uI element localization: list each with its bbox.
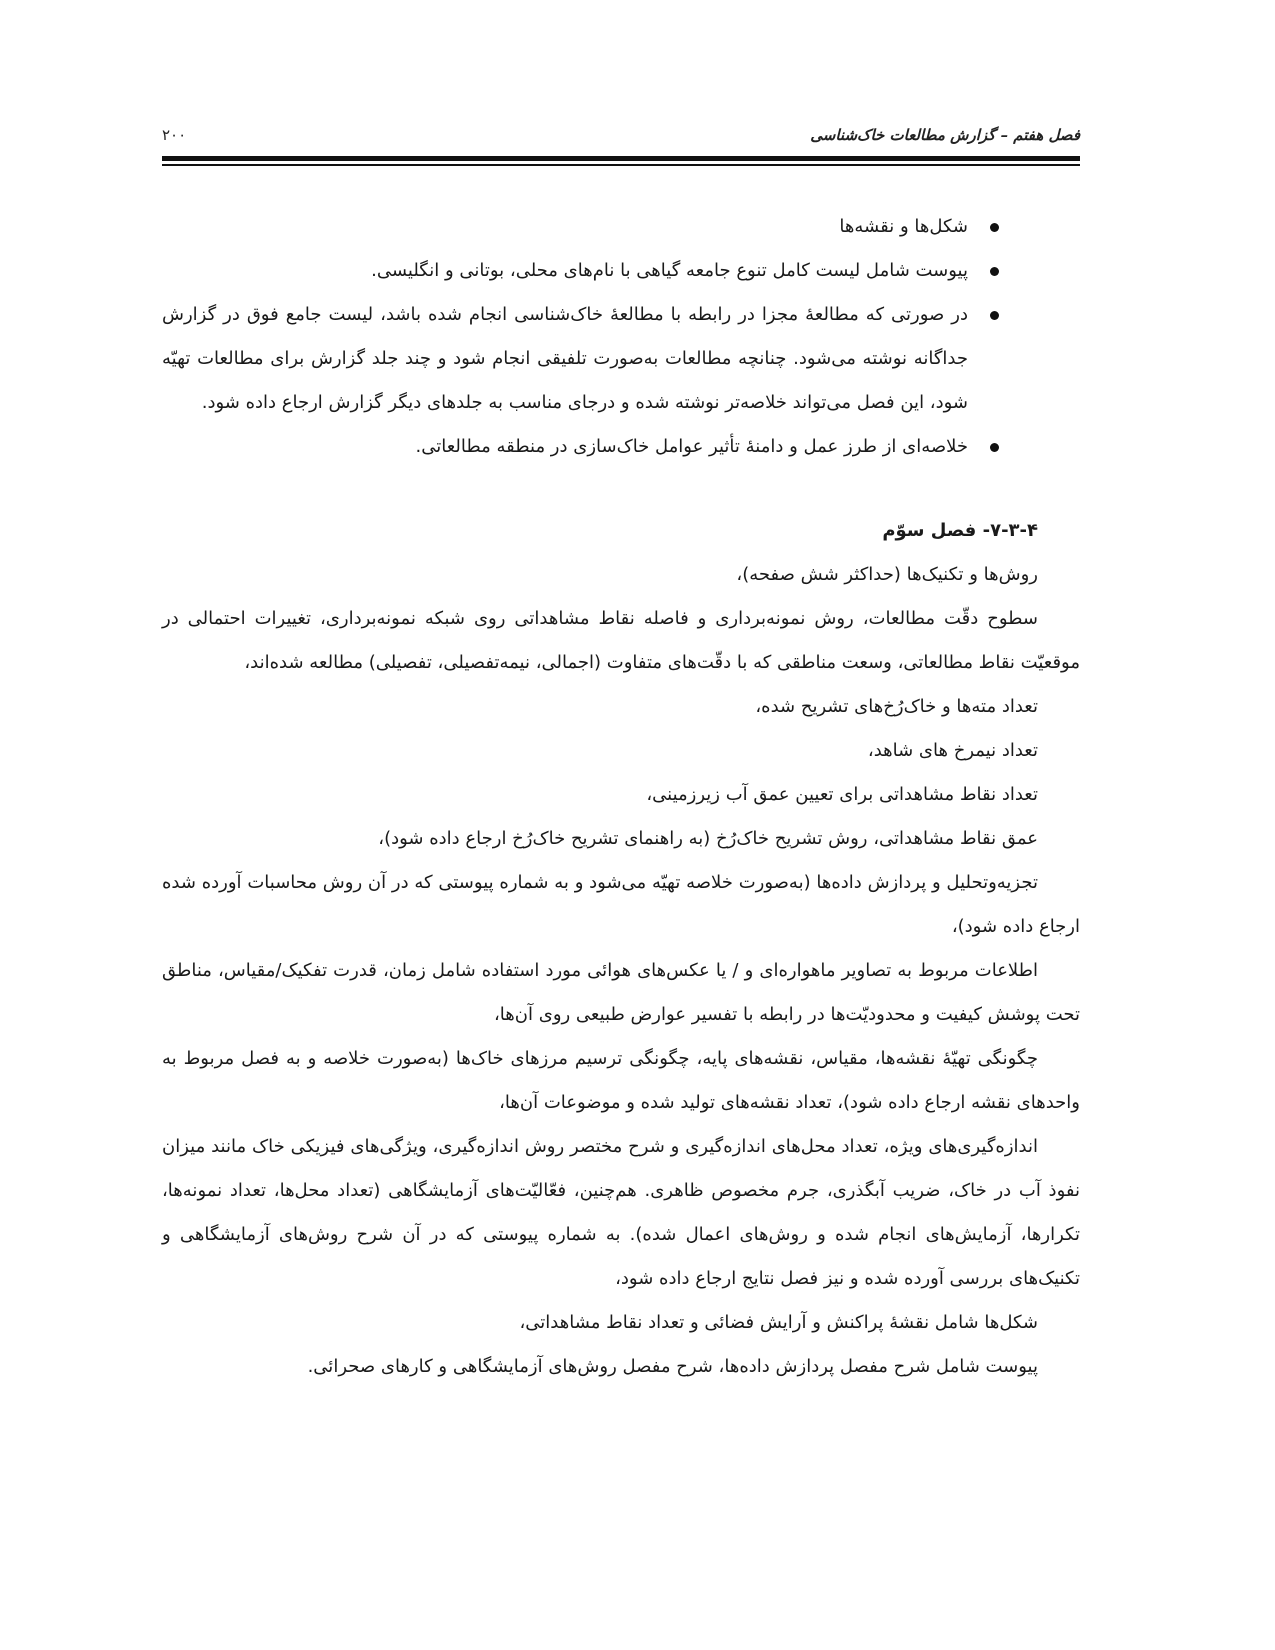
bullet-text: شکل‌ها و نقشه‌ها (839, 216, 968, 237)
header-rule-thick (162, 156, 1080, 161)
page-header (162, 122, 1080, 150)
paragraph: عمق نقاط مشاهداتی، روش تشریح خاک‌رُخ (به راهنمای تشریح خاک‌رُخ ارجاع داده شود)، (378, 828, 1038, 849)
bullet-text: خلاصه‌ای از طرز عمل و دامنهٔ تأثیر عوامل خاک‌سازی در منطقه مطالعاتی. (415, 436, 968, 457)
paragraph: تعداد نقاط مشاهداتی برای تعیین عمق آب زیرزمینی، (646, 784, 1038, 805)
bullet-text: در صورتی که مطالعهٔ مجزا در رابطه با مطالعهٔ خاک‌شناسی انجام شده باشد، لیست جامع فوق در گزارش جداگانه نوشته می‌شود. چنانچه مطالعات به‌صورت تلفیقی انجام شود و چند جلد گزارش برای مطالعات تهیّه شود، این فصل می‌تواند خلاصه‌تر نوشته شده و درجای مناسب به جلدهای دیگر گزارش ارجاع داده شود. (162, 304, 968, 413)
paragraph: پیوست شامل شرح مفصل پردازش داده‌ها، شرح مفصل روش‌های آزمایشگاهی و کارهای صحرائی. (307, 1356, 1038, 1377)
paragraph: روش‌ها و تکنیک‌ها (حداکثر شش صفحه)، (736, 564, 1038, 585)
bullet-text: پیوست شامل لیست کامل تنوع جامعه گیاهی با نام‌های محلی، بوتانی و انگلیسی. (371, 260, 968, 281)
bullet-dot-icon (990, 267, 999, 276)
paragraph: اندازه‌گیری‌های ویژه، تعداد محل‌های اندازه‌گیری و شرح مختصر روش اندازه‌گیری، ویژگی‌های فیزیکی خاک مانند میزان نفوذ آب در خاک، ضریب آبگذری، جرم مخصوص ظاهری. هم‌چنین، فعّالیّت‌های آزمایشگاهی (تعداد محل‌ها، تعداد نمونه‌ها، تکرارها، آزمایش‌های انجام شده و روش‌های اعمال شده). به شماره پیوستی که در آن شرح روش‌های آزمایشگاهی و تکنیک‌های بررسی آورده شده و نیز فصل نتایج ارجاع داده شود، (162, 1136, 1080, 1289)
paragraph: چگونگی تهیّهٔ نقشه‌ها، مقیاس، نقشه‌های پایه، چگونگی ترسیم مرزهای خاک‌ها (به‌صورت خلاصه و به فصل مربوط به واحدهای نقشه ارجاع داده شود)، تعداد نقشه‌های تولید شده و موضوعات آن‌ها، (162, 1048, 1080, 1113)
bullet-item (162, 293, 1080, 425)
bullet-item (162, 249, 1080, 293)
bullet-item (162, 425, 1080, 469)
bullet-dot-icon (990, 311, 999, 320)
paragraph: تعداد مته‌ها و خاک‌رُخ‌های تشریح شده، (755, 696, 1038, 717)
bullet-list (162, 205, 1080, 469)
page-content (162, 205, 1080, 1389)
bullet-dot-icon (990, 443, 999, 452)
header-rule-thin (162, 164, 1080, 166)
page-number: ۲۰۰ (162, 126, 187, 144)
paragraph: تعداد نیمرخ های شاهد، (867, 740, 1038, 761)
paragraph: اطلاعات مربوط به تصاویر ماهواره‌ای و / یا عکس‌های هوائی مورد استفاده شامل زمان، قدرت تفکیک/مقیاس، مناطق تحت پوشش کیفیت و محدودیّت‌ها در رابطه با تفسیر عوارض طبیعی روی آن‌ها، (162, 960, 1080, 1025)
paragraph: تجزیه‌وتحلیل و پردازش داده‌ها (به‌صورت خلاصه تهیّه می‌شود و به شماره پیوستی که در آن روش محاسبات آورده شده ارجاع داده شود)، (162, 872, 1080, 937)
bullet-dot-icon (990, 223, 999, 232)
paragraph: سطوح دقّت مطالعات، روش نمونه‌برداری و فاصله نقاط مشاهداتی روی شبکه نمونه‌برداری، تغییرات احتمالی در موقعیّت نقاط مطالعاتی، وسعت مناطقی که با دقّت‌های متفاوت (اجمالی، نیمه‌تفصیلی، تفصیلی) مطالعه شده‌اند، (162, 608, 1080, 673)
paragraph: شکل‌ها شامل نقشهٔ پراکنش و آرایش فضائی و تعداد نقاط مشاهداتی، (519, 1312, 1038, 1333)
bullet-item (162, 205, 1080, 249)
running-title: فصل هفتم – گزارش مطالعات خاک‌شناسی (810, 126, 1080, 144)
section-heading: ۷-۳-۴- فصل سوّم (882, 520, 1038, 541)
